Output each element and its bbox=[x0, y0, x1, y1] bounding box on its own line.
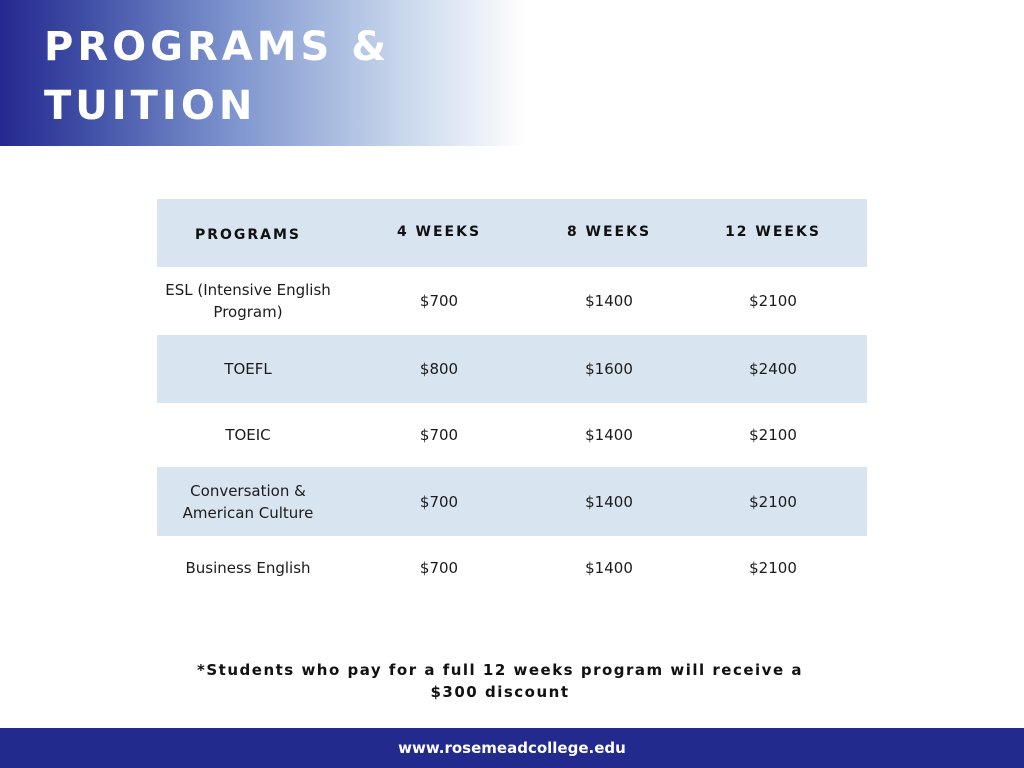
price-12-weeks: $2100 bbox=[749, 292, 797, 310]
header-12-weeks: 12 WEEKS bbox=[725, 224, 821, 240]
price-12-weeks: $2100 bbox=[749, 426, 797, 444]
table-row bbox=[157, 467, 867, 536]
price-4-weeks: $700 bbox=[419, 492, 459, 511]
price-12-weeks: $2400 bbox=[749, 360, 797, 378]
page-title: PROGRAMS & TUITION bbox=[44, 24, 391, 129]
table-row bbox=[157, 403, 867, 467]
price-8-weeks: $1600 bbox=[585, 360, 633, 378]
price-8-weeks: $1400 bbox=[585, 426, 633, 444]
discount-footnote: *Students who pay for a full 12 weeks program will receive a $300 discount bbox=[197, 661, 803, 701]
price-12-weeks: $2100 bbox=[749, 492, 797, 511]
program-name: ESL (Intensive English Program) bbox=[165, 281, 331, 321]
table-row bbox=[157, 536, 867, 600]
price-4-weeks: $700 bbox=[419, 559, 459, 577]
header-gradient-band bbox=[0, 0, 526, 146]
price-8-weeks: $1400 bbox=[585, 292, 633, 310]
price-8-weeks: $1400 bbox=[585, 559, 633, 577]
header-8-weeks: 8 WEEKS bbox=[566, 224, 652, 240]
price-4-weeks: $800 bbox=[419, 360, 459, 378]
table-row bbox=[157, 267, 867, 335]
price-4-weeks: $700 bbox=[419, 426, 459, 444]
program-name: Conversation & American Culture bbox=[182, 481, 314, 522]
table-header-row bbox=[157, 199, 867, 267]
header-4-weeks: 4 WEEKS bbox=[396, 224, 482, 240]
program-name: TOEFL bbox=[224, 360, 272, 378]
table-row bbox=[157, 335, 867, 403]
header-programs: PROGRAMS bbox=[194, 227, 302, 243]
price-12-weeks: $2100 bbox=[749, 559, 797, 577]
price-4-weeks: $700 bbox=[419, 292, 459, 310]
footer-bar bbox=[0, 728, 1024, 768]
website-url: www.rosemeadcollege.edu bbox=[398, 739, 626, 757]
price-8-weeks: $1400 bbox=[585, 492, 633, 511]
tuition-table bbox=[157, 199, 867, 600]
program-name: TOEIC bbox=[225, 426, 271, 444]
program-name: Business English bbox=[185, 559, 311, 577]
